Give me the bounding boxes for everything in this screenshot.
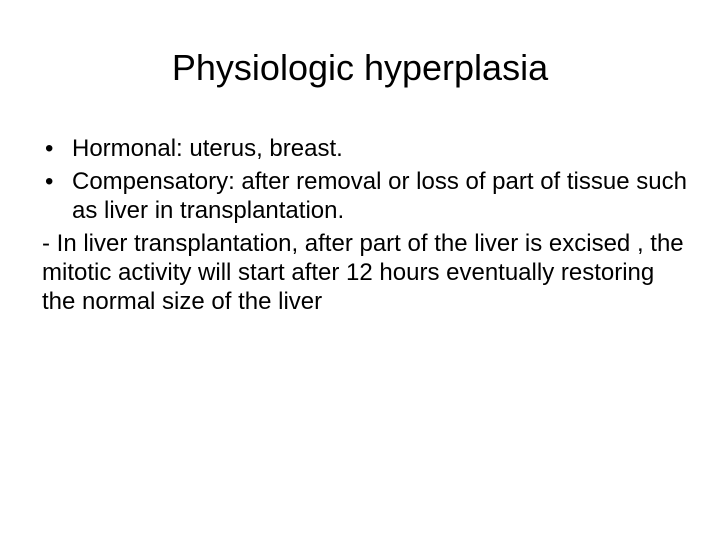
bullet-item-compensatory bbox=[42, 167, 692, 225]
slide-body bbox=[42, 134, 692, 316]
bullet-text-compensatory: Compensatory: after removal or loss of part of tissue such as liver in transplantation. bbox=[72, 168, 687, 224]
liver-transplantation-paragraph: - In liver transplantation, after part of the liver is excised , the mitotic activity will start after 12 hours eventually restoring the normal size of the liver bbox=[42, 230, 684, 315]
bullet-text-hormonal: Hormonal: uterus, breast. bbox=[72, 135, 343, 162]
bullet-dot-icon: • bbox=[45, 135, 54, 162]
bullet-item-hormonal bbox=[42, 134, 692, 163]
bullet-dot-icon: • bbox=[45, 168, 54, 195]
slide-title: Physiologic hyperplasia bbox=[171, 47, 549, 88]
bullet-list bbox=[42, 134, 692, 225]
